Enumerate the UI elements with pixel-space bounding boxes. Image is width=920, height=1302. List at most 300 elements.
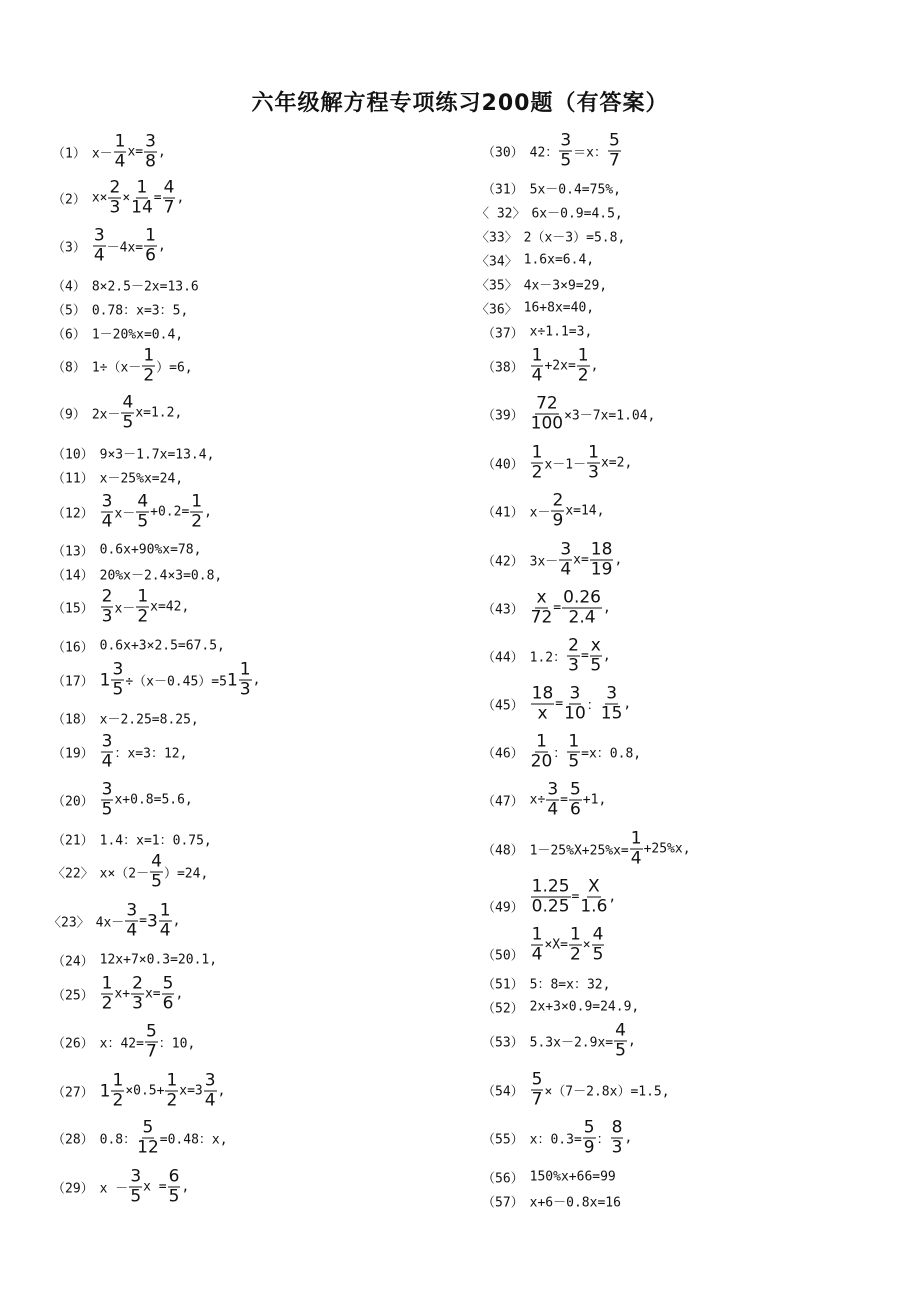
numerator: 1 xyxy=(143,345,155,366)
denominator: 19 xyxy=(590,559,613,580)
denominator: 4 xyxy=(101,751,113,772)
fraction xyxy=(531,1069,544,1110)
equation-text: x=3 xyxy=(179,1083,203,1099)
problem-23 xyxy=(48,900,181,941)
problem-number: （15） xyxy=(52,601,94,617)
numerator: 5 xyxy=(608,130,620,151)
equation-text: × xyxy=(122,190,131,206)
denominator: 0.25 xyxy=(531,896,570,917)
equation-text: × xyxy=(582,937,591,953)
fraction xyxy=(608,130,621,171)
fraction xyxy=(577,345,590,386)
fraction xyxy=(145,1021,158,1062)
fraction xyxy=(93,225,106,266)
denominator: 4 xyxy=(126,920,138,941)
fraction xyxy=(239,659,252,700)
numerator: 1 xyxy=(159,900,171,921)
numerator: 1 xyxy=(112,1070,124,1091)
equation-text: 150%x+66=99 xyxy=(529,1169,616,1185)
numerator: X xyxy=(588,876,600,897)
equation-text: , xyxy=(204,504,212,520)
equation-text: 1÷（x－ xyxy=(91,360,142,376)
fraction xyxy=(144,131,157,172)
fraction xyxy=(562,587,602,628)
numerator: 3 xyxy=(112,659,124,680)
equation-text: , xyxy=(614,552,623,568)
problem-number: （21） xyxy=(52,833,94,849)
numerator: 3 xyxy=(569,683,581,704)
numerator: 1 xyxy=(101,973,113,994)
problem-36 xyxy=(476,299,594,318)
denominator: 5 xyxy=(122,412,134,433)
problem-number: （37） xyxy=(482,326,524,342)
problem-number: （29） xyxy=(52,1181,94,1197)
denominator: 12 xyxy=(137,1137,159,1158)
denominator: 6 xyxy=(145,245,156,266)
numerator: 2 xyxy=(132,973,143,994)
equation-text: x=14, xyxy=(565,503,605,519)
denominator: 5 xyxy=(615,1040,626,1061)
problem-37 xyxy=(482,323,592,342)
problem-40 xyxy=(482,442,633,483)
denominator: 5 xyxy=(168,1186,180,1207)
problem-number: （19） xyxy=(52,746,94,762)
equation-text: 1.2： xyxy=(529,650,567,666)
denominator: 2 xyxy=(166,1090,178,1111)
problem-number: （10） xyxy=(52,447,94,463)
problem-19 xyxy=(52,731,188,772)
denominator: 5 xyxy=(592,944,604,965)
problem-number: （16） xyxy=(52,640,94,656)
fraction xyxy=(111,659,124,700)
numerator: 5 xyxy=(569,779,581,800)
denominator: 5 xyxy=(130,1186,142,1207)
fraction xyxy=(530,731,553,772)
problem-number: （8） xyxy=(52,360,86,376)
problem-number: （38） xyxy=(482,360,524,376)
problem-46 xyxy=(482,731,642,772)
numerator: 72 xyxy=(536,393,558,414)
denominator: 3 xyxy=(239,679,251,700)
equation-text: x=1.2, xyxy=(135,405,183,421)
problem-number: （46） xyxy=(482,746,524,762)
problem-number: （43） xyxy=(482,602,524,618)
numerator: 1 xyxy=(239,659,251,680)
problem-number: （24） xyxy=(52,954,94,970)
fraction xyxy=(531,345,544,386)
fraction xyxy=(530,587,553,628)
problem-30 xyxy=(482,130,622,171)
numerator: 4 xyxy=(137,491,149,512)
problem-3 xyxy=(52,225,166,266)
equation-text: x－ xyxy=(114,601,136,617)
equation-text: 4x－3×9=29, xyxy=(523,278,608,294)
equation-text: ： xyxy=(586,698,600,714)
denominator: 5 xyxy=(590,655,602,676)
equation-text: 12x+7×0.3=20.1, xyxy=(99,952,218,968)
numerator: 1 xyxy=(630,828,642,849)
numerator: 3 xyxy=(560,539,572,560)
fraction xyxy=(600,683,623,724)
fraction xyxy=(564,683,586,724)
numerator: 5 xyxy=(145,1021,157,1042)
equation-text: 1 xyxy=(99,1081,111,1101)
equation-text: +25%x, xyxy=(643,841,691,857)
fraction xyxy=(614,1020,627,1061)
equation-text: , xyxy=(252,672,261,688)
numerator: 4 xyxy=(122,392,134,413)
page-title: 六年级解方程专项练习200题（有答案） xyxy=(251,91,669,116)
fraction xyxy=(136,491,149,532)
numerator: 5 xyxy=(162,973,174,994)
problem-56 xyxy=(482,1168,616,1187)
fraction xyxy=(190,491,203,532)
numerator: 3 xyxy=(130,1166,142,1187)
equation-text: 1.4：x=1：0.75, xyxy=(99,833,212,849)
denominator: 3 xyxy=(611,1137,623,1158)
denominator: 2 xyxy=(191,511,203,532)
equation-text: 3x－ xyxy=(529,554,559,570)
numerator: 5 xyxy=(583,1117,595,1138)
problem-number: （42） xyxy=(482,554,524,570)
fraction xyxy=(590,635,602,676)
numerator: 2 xyxy=(552,490,564,511)
denominator: 72 xyxy=(530,607,553,628)
equation-text: x÷ xyxy=(529,792,546,808)
problem-21 xyxy=(52,830,212,849)
equation-text: 0.6x+90%x=78, xyxy=(99,542,202,558)
problem-22 xyxy=(52,851,209,892)
problem-45 xyxy=(482,683,632,724)
fraction xyxy=(583,1117,596,1158)
equation-text: +2x= xyxy=(544,358,576,374)
problem-33 xyxy=(476,227,625,246)
problem-53 xyxy=(482,1020,636,1061)
numerator: 3 xyxy=(101,731,113,752)
denominator: 2 xyxy=(569,944,581,965)
numerator: 1 xyxy=(136,177,148,198)
problem-26 xyxy=(52,1021,196,1062)
problem-number: （27） xyxy=(52,1085,94,1101)
problem-39 xyxy=(482,393,656,434)
denominator: 10 xyxy=(564,703,586,724)
numerator: 1 xyxy=(191,491,203,512)
problem-38 xyxy=(482,345,599,386)
denominator: 4 xyxy=(93,245,105,266)
problem-43 xyxy=(482,587,611,628)
equation-text: x÷1.1=3, xyxy=(529,324,593,340)
equation-text: = xyxy=(580,648,589,664)
equation-text: , xyxy=(175,986,184,1002)
denominator: 5 xyxy=(101,799,113,820)
problem-55 xyxy=(482,1117,633,1158)
equation-text: 1－25%X+25%x= xyxy=(529,843,629,859)
problem-57 xyxy=(482,1192,621,1211)
equation-text: x－1－ xyxy=(544,457,587,473)
denominator: 20 xyxy=(530,751,553,772)
problem-47 xyxy=(482,779,607,820)
denominator: 7 xyxy=(531,1089,543,1110)
equation-text: x－ xyxy=(114,506,136,522)
equation-text: x=42, xyxy=(150,599,190,615)
fraction xyxy=(567,731,580,772)
problem-50 xyxy=(482,924,605,965)
denominator: 6 xyxy=(162,993,174,1014)
equation-text: x：0.3= xyxy=(529,1132,582,1148)
problem-number: （28） xyxy=(52,1132,94,1148)
numerator: 18 xyxy=(590,539,613,560)
numerator: 3 xyxy=(606,683,618,704)
problem-42 xyxy=(482,539,623,580)
problem-number: （56） xyxy=(482,1171,524,1187)
problem-34 xyxy=(476,251,594,270)
problem-54 xyxy=(482,1069,670,1110)
problem-51 xyxy=(482,974,610,993)
equation-text: x － xyxy=(99,1181,129,1197)
numerator: 1 xyxy=(588,442,599,463)
numerator: 1 xyxy=(531,442,543,463)
fraction xyxy=(530,393,564,434)
numerator: 1 xyxy=(145,225,156,246)
equation-text: ×0.5+ xyxy=(125,1083,165,1099)
fraction xyxy=(131,177,153,218)
problem-20 xyxy=(52,779,193,820)
equation-text: ）=6, xyxy=(156,360,193,376)
denominator: 5 xyxy=(112,679,124,700)
fraction xyxy=(125,900,138,941)
denominator: 2 xyxy=(143,365,155,386)
fraction xyxy=(590,539,614,580)
equation-text: = xyxy=(153,190,162,206)
fraction xyxy=(136,586,149,627)
numerator: 3 xyxy=(145,131,156,152)
equation-text: ×X= xyxy=(544,937,568,953)
equation-text: ×（7－2.8x）=1.5, xyxy=(544,1084,670,1100)
problem-32 xyxy=(476,203,623,222)
numerator: 2 xyxy=(109,177,121,198)
fraction xyxy=(531,924,544,965)
problem-14 xyxy=(52,565,222,584)
denominator: 9 xyxy=(552,510,564,531)
equation-text: , xyxy=(157,144,166,160)
equation-text: x－25%x=24, xyxy=(99,471,184,487)
denominator: 100 xyxy=(530,413,564,434)
denominator: 6 xyxy=(569,799,581,820)
equation-text: = xyxy=(555,696,564,712)
denominator: 3 xyxy=(568,655,579,676)
numerator: 4 xyxy=(592,924,604,945)
denominator: 2 xyxy=(137,606,149,627)
problem-4 xyxy=(52,276,199,295)
denominator: 2.4 xyxy=(568,607,596,628)
numerator: 3 xyxy=(547,779,559,800)
problem-number: （20） xyxy=(52,794,94,810)
equation-text: x= xyxy=(127,144,144,160)
problem-number: （3） xyxy=(52,240,86,256)
numerator: 1 xyxy=(577,345,589,366)
problem-number: （5） xyxy=(52,303,86,319)
equation-text: 4x－ xyxy=(95,915,125,931)
fraction xyxy=(630,828,643,869)
fraction xyxy=(111,1070,124,1111)
problem-number: （12） xyxy=(52,506,94,522)
equation-text: , xyxy=(624,1130,633,1146)
denominator: 4 xyxy=(204,1090,216,1111)
fraction xyxy=(551,490,564,531)
denominator: 3 xyxy=(109,197,121,218)
problem-number: （1） xyxy=(52,146,86,162)
numerator: 0.26 xyxy=(563,587,601,608)
equation-text: +0.2= xyxy=(150,504,190,520)
equation-text: ÷（x－0.45）=5 xyxy=(125,674,227,690)
fraction xyxy=(580,876,608,917)
denominator: 14 xyxy=(131,197,153,218)
problem-number: （40） xyxy=(482,457,524,473)
numerator: 1 xyxy=(536,731,547,752)
numerator: 6 xyxy=(168,1166,180,1187)
problem-number: （39） xyxy=(482,408,524,424)
problem-number: （30） xyxy=(482,145,524,161)
problem-number: （18） xyxy=(52,712,94,728)
numerator: 5 xyxy=(531,1069,543,1090)
equation-text: 0.78：x=3：5, xyxy=(91,303,189,319)
equation-text: 42： xyxy=(529,145,559,161)
numerator: 1 xyxy=(114,131,126,152)
equation-text: = xyxy=(571,889,580,905)
equation-text: = xyxy=(139,913,147,929)
numerator: 1.25 xyxy=(531,876,570,897)
denominator: 4 xyxy=(531,365,543,386)
equation-text: 0.6x+3×2.5=67.5, xyxy=(99,638,225,654)
problem-number: 〈23〉 xyxy=(48,915,90,931)
equation-text: ＝x： xyxy=(573,145,607,161)
denominator: 5 xyxy=(560,150,572,171)
problem-25 xyxy=(52,973,184,1014)
fraction xyxy=(129,1166,142,1207)
equation-text: 0.8： xyxy=(99,1132,137,1148)
fraction xyxy=(567,635,580,676)
denominator: 4 xyxy=(560,559,572,580)
numerator: 3 xyxy=(126,900,138,921)
equation-text: , xyxy=(608,889,617,905)
numerator: 5 xyxy=(142,1117,154,1138)
fraction xyxy=(159,900,172,941)
fraction xyxy=(569,779,582,820)
problem-13 xyxy=(52,541,201,560)
problem-35 xyxy=(476,275,607,294)
fraction xyxy=(150,851,163,892)
equation-text: －4x= xyxy=(106,240,144,256)
numerator: 1 xyxy=(569,924,581,945)
equation-text: =x：0.8, xyxy=(581,746,642,762)
denominator: 2 xyxy=(112,1090,124,1111)
denominator: 7 xyxy=(608,150,620,171)
fraction xyxy=(531,442,544,483)
equation-text: , xyxy=(627,1033,636,1049)
equation-text: , xyxy=(157,238,166,254)
equation-text: , xyxy=(602,648,611,664)
equation-text: 1－20%x=0.4, xyxy=(91,327,184,343)
equation-text: x=2, xyxy=(600,455,633,471)
denominator: 7 xyxy=(145,1041,157,1062)
problem-number: （48） xyxy=(482,843,524,859)
equation-text: x+0.8=5.6, xyxy=(114,792,193,808)
denominator: 8 xyxy=(145,151,156,172)
numerator: 18 xyxy=(531,683,554,704)
equation-text: 20%x－2.4×3=0.8, xyxy=(99,568,223,584)
problem-8 xyxy=(52,345,193,386)
problem-number: （50） xyxy=(482,948,524,964)
denominator: 4 xyxy=(547,799,559,820)
fraction xyxy=(121,392,134,433)
problem-number: （11） xyxy=(52,471,94,487)
denominator: 9 xyxy=(583,1137,595,1158)
equation-text: 1.6x=6.4, xyxy=(523,252,595,268)
denominator: 4 xyxy=(159,920,171,941)
numerator: 1 xyxy=(568,731,580,752)
denominator: 5 xyxy=(151,871,162,892)
equation-text: , xyxy=(602,600,611,616)
problem-44 xyxy=(482,635,611,676)
fraction xyxy=(587,442,600,483)
problem-number: （49） xyxy=(482,900,524,916)
fraction xyxy=(101,731,114,772)
problem-17 xyxy=(52,659,261,700)
problem-18 xyxy=(52,709,199,728)
equation-text: x= xyxy=(144,986,161,1002)
problem-48 xyxy=(482,828,691,869)
problem-number: 〈33〉 xyxy=(476,230,518,246)
equation-text: 5：8=x：32, xyxy=(529,977,611,993)
problem-number: （6） xyxy=(52,327,86,343)
problem-41 xyxy=(482,490,605,531)
equation-text: 1 xyxy=(99,670,111,690)
equation-text: x－ xyxy=(529,505,551,521)
fraction xyxy=(108,177,121,218)
denominator: 3 xyxy=(132,993,143,1014)
equation-text: = xyxy=(560,792,568,808)
denominator: 2 xyxy=(577,365,589,386)
problem-number: （41） xyxy=(482,505,524,521)
fraction xyxy=(101,973,114,1014)
problem-11 xyxy=(52,468,183,487)
problem-1 xyxy=(52,131,166,172)
numerator: 3 xyxy=(204,1070,216,1091)
denominator: 15 xyxy=(600,703,623,724)
problem-number: （52） xyxy=(482,1001,524,1017)
fraction xyxy=(559,130,572,171)
equation-text: , xyxy=(181,1179,190,1195)
equation-text: , xyxy=(217,1083,226,1099)
problem-49 xyxy=(482,876,617,917)
problem-27 xyxy=(52,1070,226,1111)
equation-text: ： xyxy=(553,746,567,762)
equation-text: x× xyxy=(91,190,108,206)
equation-text: = xyxy=(553,600,562,616)
denominator: 4 xyxy=(630,848,642,869)
numerator: 3 xyxy=(560,130,572,151)
equation-text: 8×2.5－2x=13.6 xyxy=(91,279,199,295)
denominator: 2 xyxy=(531,462,543,483)
problem-12 xyxy=(52,491,212,532)
equation-text: ： xyxy=(596,1132,610,1148)
problem-number: （26） xyxy=(52,1036,94,1052)
problem-number: （9） xyxy=(52,407,86,423)
fraction xyxy=(131,973,144,1014)
problem-31 xyxy=(482,179,621,198)
equation-text: ：10, xyxy=(158,1036,196,1052)
problem-number: （44） xyxy=(482,650,524,666)
